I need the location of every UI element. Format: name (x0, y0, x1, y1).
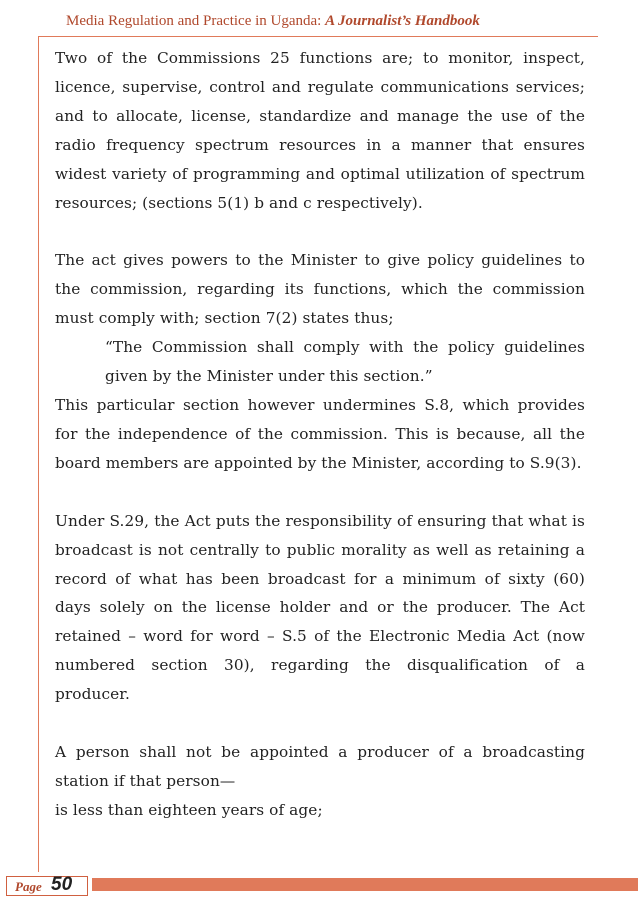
header-underline (38, 36, 598, 37)
block-quote: “The Commission shall comply with the policy guidelines given by the Minister under this section.” (105, 338, 585, 386)
paragraph-producer-appointment: A person shall not be appointed a producer of a broadcasting station if that person— (55, 743, 585, 790)
paragraph-commission-functions: Two of the Commissions 25 functions are; to monitor, inspect, licence, supervise, control and regulate communications services; and to allocate, license, standardize and manage the use of the radio frequency spectrum resources in a manner that ensures widest variety of programming and optimal utilization of spectrum resources; (sections 5(1) b and c respectively). (55, 49, 585, 212)
page-footer (0, 876, 638, 896)
paragraph-minister-powers: The act gives powers to the Minister to give policy guidelines to the commission, regarding its functions, which the commission must comply with; section 7(2) states thus; (55, 251, 585, 328)
footer-accent-bar (92, 878, 638, 891)
paragraph-age-condition: is less than eighteen years of age; (55, 800, 323, 819)
header-title-plain: Media Regulation and Practice in Uganda: (66, 13, 326, 29)
running-header (66, 13, 606, 30)
page-label: Page (15, 879, 42, 894)
page-body (55, 44, 585, 825)
paragraph-independence: This particular section however undermines S.8, which provides for the independence of the commission. This is because, all the board members are appointed by the Minister, according to S.9(3). (55, 395, 585, 472)
page-number-box (6, 876, 88, 896)
left-margin-rule (38, 36, 39, 872)
paragraph-section-29: Under S.29, the Act puts the responsibility of ensuring that what is broadcast is not centrally to public morality as well as retaining a record of what has been broadcast for a minimum of sixty (60) days solely on the license holder and or the producer. The Act retained – word for word – S.5 of the Electronic Media Act (now numbered section 30), regarding the disqualification of a producer. (55, 511, 585, 704)
header-title-italic: A Journalist’s Handbook (325, 13, 480, 29)
page-number: 50 (51, 874, 73, 895)
